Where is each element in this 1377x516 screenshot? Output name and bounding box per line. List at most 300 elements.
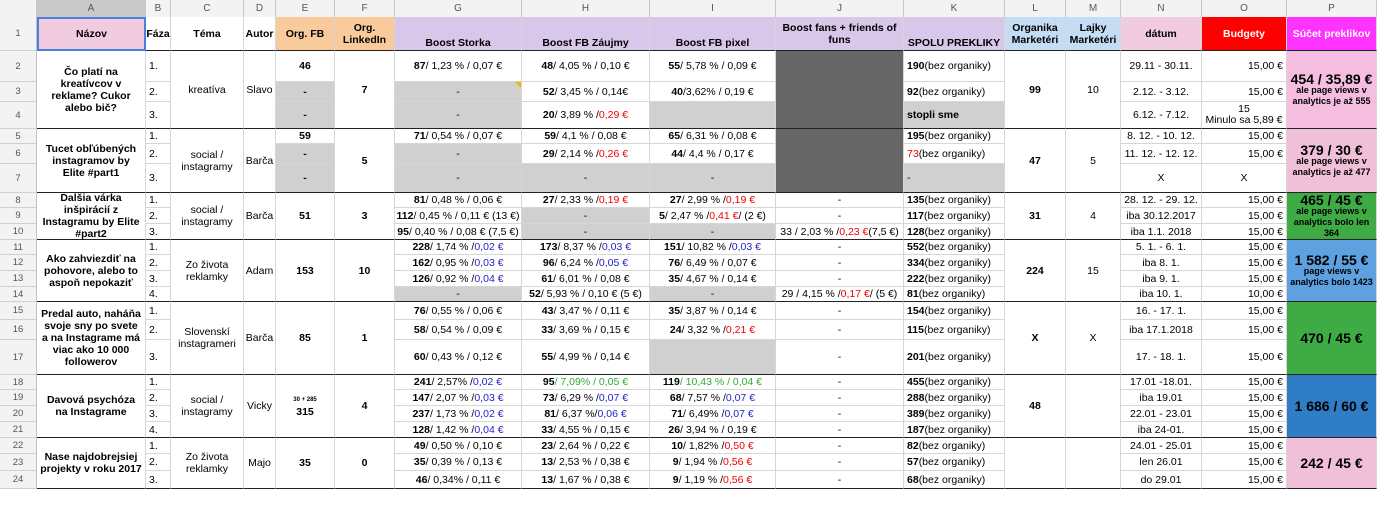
header-datum[interactable]: dátum <box>1121 17 1202 51</box>
group-4-org-fb[interactable] <box>276 240 335 302</box>
row-17-datum[interactable]: 17. - 18. 1. <box>1121 340 1202 375</box>
row-22-spolu[interactable] <box>904 438 1005 454</box>
group-1-lajky[interactable]: 10 <box>1066 51 1121 129</box>
row-24-boost-storka[interactable] <box>395 471 522 489</box>
row-8-datum[interactable]: 28. 12. - 29. 12. <box>1121 193 1202 208</box>
group-4-tema[interactable]: Zo života reklamky <box>171 240 244 302</box>
group-6-org-linkedin[interactable]: 4 <box>335 375 395 438</box>
group-4-autor[interactable]: Adam <box>244 240 276 302</box>
row-14-boost-pixel[interactable] <box>650 287 776 302</box>
row-11-spolu[interactable] <box>904 240 1005 255</box>
row-12-spolu[interactable] <box>904 255 1005 271</box>
row-header-23[interactable]: 23 <box>0 454 37 471</box>
row-3-boost-pixel[interactable] <box>650 82 776 102</box>
group-3-autor[interactable]: Barča <box>244 193 276 240</box>
row-3-budget[interactable]: 15,00 € <box>1202 82 1287 102</box>
group-3-lajky[interactable]: 4 <box>1066 193 1121 240</box>
row-15-budget[interactable]: 15,00 € <box>1202 302 1287 320</box>
row-14-boost-fans[interactable] <box>776 287 904 302</box>
group-7-lajky[interactable] <box>1066 438 1121 489</box>
row-3-datum[interactable]: 2.12. - 3.12. <box>1121 82 1202 102</box>
row-15-boost-pixel[interactable] <box>650 302 776 320</box>
column-header-O[interactable]: O <box>1202 0 1287 17</box>
row-13-boost-zaujmy[interactable] <box>522 271 650 287</box>
column-header-E[interactable]: E <box>276 0 335 17</box>
row-3-spolu[interactable] <box>904 82 1005 102</box>
row-12-boost-storka[interactable] <box>395 255 522 271</box>
row-20-datum[interactable]: 22.01 - 23.01 <box>1121 406 1202 422</box>
row-5-datum[interactable]: 8. 12. - 10. 12. <box>1121 129 1202 144</box>
group-2-title[interactable]: Tucet obľúbených instagramov by Elite #part1 <box>37 129 146 193</box>
row-10-boost-pixel[interactable] <box>650 224 776 240</box>
row-15-spolu[interactable] <box>904 302 1005 320</box>
header-sucet[interactable]: Súčet preklikov <box>1287 17 1377 51</box>
row-header-10[interactable]: 10 <box>0 224 37 240</box>
row-3-faza[interactable]: 2. <box>146 82 171 102</box>
row-header-18[interactable]: 18 <box>0 375 37 390</box>
row-24-faza[interactable]: 3. <box>146 471 171 489</box>
column-header-K[interactable]: K <box>904 0 1005 17</box>
row-19-datum[interactable]: iba 19.01 <box>1121 390 1202 406</box>
row-8-boost-zaujmy[interactable] <box>522 193 650 208</box>
group-3-organika[interactable]: 31 <box>1005 193 1066 240</box>
row-5-boost-pixel[interactable] <box>650 129 776 144</box>
row-24-datum[interactable]: do 29.01 <box>1121 471 1202 489</box>
group-4-lajky[interactable]: 15 <box>1066 240 1121 302</box>
row-9-boost-pixel[interactable] <box>650 208 776 224</box>
row-22-boost-fans[interactable]: - <box>776 438 904 454</box>
row-header-4[interactable]: 4 <box>0 102 37 129</box>
row-24-boost-fans[interactable]: - <box>776 471 904 489</box>
row-7-budget[interactable]: X <box>1202 164 1287 193</box>
row-14-boost-zaujmy[interactable] <box>522 287 650 302</box>
row-16-boost-storka[interactable] <box>395 320 522 340</box>
row-11-boost-zaujmy[interactable] <box>522 240 650 255</box>
row-23-boost-pixel[interactable] <box>650 454 776 471</box>
row-19-boost-storka[interactable] <box>395 390 522 406</box>
header-boost-fb-pixel[interactable]: Boost FB pixel <box>650 17 776 51</box>
header-boost-fb-zaujmy[interactable]: Boost FB Záujmy <box>522 17 650 51</box>
row-6-boost-zaujmy[interactable] <box>522 144 650 164</box>
row-21-budget[interactable]: 15,00 € <box>1202 422 1287 438</box>
row-20-boost-pixel[interactable] <box>650 406 776 422</box>
row-5-boost-storka[interactable] <box>395 129 522 144</box>
row-header-11[interactable]: 11 <box>0 240 37 255</box>
row-header-1[interactable]: 1 <box>0 17 37 51</box>
group-2-org-linkedin[interactable]: 5 <box>335 129 395 193</box>
column-header-L[interactable]: L <box>1005 0 1066 17</box>
row-20-faza[interactable]: 3. <box>146 406 171 422</box>
header-lajky[interactable]: Lajky Marketéri <box>1066 17 1121 51</box>
row-7-spolu[interactable] <box>904 164 1005 193</box>
row-18-boost-zaujmy[interactable] <box>522 375 650 390</box>
row-header-2[interactable]: 2 <box>0 51 37 82</box>
row-4-budget[interactable] <box>1202 102 1287 129</box>
header-budgety[interactable]: Budgety <box>1202 17 1287 51</box>
group-3-sucet[interactable] <box>1287 193 1377 240</box>
row-23-spolu[interactable] <box>904 454 1005 471</box>
row-23-boost-zaujmy[interactable] <box>522 454 650 471</box>
row-6-boost-pixel[interactable] <box>650 144 776 164</box>
row-10-boost-zaujmy[interactable] <box>522 224 650 240</box>
group-6-org-fb[interactable] <box>276 375 335 438</box>
row-20-spolu[interactable] <box>904 406 1005 422</box>
row-22-budget[interactable]: 15,00 € <box>1202 438 1287 454</box>
row-6-boost-storka[interactable] <box>395 144 522 164</box>
row-24-budget[interactable]: 15,00 € <box>1202 471 1287 489</box>
row-13-datum[interactable]: iba 9. 1. <box>1121 271 1202 287</box>
row-18-faza[interactable]: 1. <box>146 375 171 390</box>
group-6-autor[interactable]: Vicky <box>244 375 276 438</box>
group-1-sucet[interactable] <box>1287 51 1377 129</box>
row-6-datum[interactable]: 11. 12. - 12. 12. <box>1121 144 1202 164</box>
row-16-boost-pixel[interactable] <box>650 320 776 340</box>
row-24-boost-pixel[interactable] <box>650 471 776 489</box>
header-nazov[interactable]: Názov <box>37 17 146 51</box>
row-15-boost-storka[interactable] <box>395 302 522 320</box>
row-23-boost-fans[interactable]: - <box>776 454 904 471</box>
row-16-faza[interactable]: 2. <box>146 320 171 340</box>
row-9-budget[interactable]: 15,00 € <box>1202 208 1287 224</box>
row-13-boost-fans[interactable]: - <box>776 271 904 287</box>
row-4-spolu[interactable] <box>904 102 1005 129</box>
row-header-9[interactable]: 9 <box>0 208 37 224</box>
row-5-faza[interactable]: 1. <box>146 129 171 144</box>
group-1-organika[interactable]: 99 <box>1005 51 1066 129</box>
row-6-spolu[interactable] <box>904 144 1005 164</box>
row-9-faza[interactable]: 2. <box>146 208 171 224</box>
row-22-boost-storka[interactable] <box>395 438 522 454</box>
group-7-title[interactable]: Nase najdobrejsiej projekty v roku 2017 <box>37 438 146 489</box>
row-5-boost-zaujmy[interactable] <box>522 129 650 144</box>
column-header-C[interactable]: C <box>171 0 244 17</box>
group-3-org-fb[interactable] <box>276 193 335 240</box>
header-spolu-prekliky[interactable]: SPOLU PREKLIKY <box>904 17 1005 51</box>
row-14-boost-storka[interactable] <box>395 287 522 302</box>
row-header-13[interactable]: 13 <box>0 271 37 287</box>
group-6-title[interactable]: Davová psychóza na Instagrame <box>37 375 146 438</box>
row-header-6[interactable]: 6 <box>0 144 37 164</box>
row-21-spolu[interactable] <box>904 422 1005 438</box>
header-faza[interactable]: Fáza <box>146 17 171 51</box>
row-18-boost-fans[interactable]: - <box>776 375 904 390</box>
row-11-boost-pixel[interactable] <box>650 240 776 255</box>
row-4-boost-storka[interactable] <box>395 102 522 129</box>
row-19-boost-pixel[interactable] <box>650 390 776 406</box>
row-17-spolu[interactable] <box>904 340 1005 375</box>
row-16-datum[interactable]: iba 17.1.2018 <box>1121 320 1202 340</box>
select-all-corner[interactable] <box>0 0 37 17</box>
row-header-12[interactable]: 12 <box>0 255 37 271</box>
header-org-linkedin[interactable]: Org. LinkedIn <box>335 17 395 51</box>
row-23-datum[interactable]: len 26.01 <box>1121 454 1202 471</box>
row-9-boost-storka[interactable] <box>395 208 522 224</box>
row-10-spolu[interactable] <box>904 224 1005 240</box>
row-5-org-fb[interactable]: 59 <box>276 129 335 144</box>
group-5-title[interactable]: Predal auto, naháňa svoje sny po svete a na Instagrame má viac ako 10 000 followerov <box>37 302 146 375</box>
row-22-boost-zaujmy[interactable] <box>522 438 650 454</box>
row-9-boost-fans[interactable]: - <box>776 208 904 224</box>
row-14-budget[interactable]: 10,00 € <box>1202 287 1287 302</box>
group-5-org-fb[interactable] <box>276 302 335 375</box>
header-tema[interactable]: Téma <box>171 17 244 51</box>
row-19-spolu[interactable] <box>904 390 1005 406</box>
row-8-boost-fans[interactable]: - <box>776 193 904 208</box>
row-12-datum[interactable]: iba 8. 1. <box>1121 255 1202 271</box>
column-header-A[interactable]: A <box>37 0 146 17</box>
row-14-datum[interactable]: iba 10. 1. <box>1121 287 1202 302</box>
row-17-budget[interactable]: 15,00 € <box>1202 340 1287 375</box>
metric-clicks: 40 <box>671 85 684 98</box>
row-2-boost-zaujmy[interactable] <box>522 51 650 82</box>
row-6-budget[interactable]: 15,00 € <box>1202 144 1287 164</box>
row-header-20[interactable]: 20 <box>0 406 37 422</box>
group-7-organika[interactable] <box>1005 438 1066 489</box>
row-header-17[interactable]: 17 <box>0 340 37 375</box>
row-10-budget[interactable]: 15,00 € <box>1202 224 1287 240</box>
row-6-org-fb[interactable]: - <box>276 144 335 164</box>
row-15-datum[interactable]: 16. - 17. 1. <box>1121 302 1202 320</box>
group-5-sucet[interactable] <box>1287 302 1377 375</box>
row-21-boost-storka[interactable] <box>395 422 522 438</box>
row-24-boost-zaujmy[interactable] <box>522 471 650 489</box>
group-2-organika[interactable]: 47 <box>1005 129 1066 193</box>
group-4-org-linkedin[interactable]: 10 <box>335 240 395 302</box>
row-header-7[interactable]: 7 <box>0 164 37 193</box>
header-organika[interactable]: Organika Marketéri <box>1005 17 1066 51</box>
row-11-boost-storka[interactable] <box>395 240 522 255</box>
group-2-autor[interactable]: Barča <box>244 129 276 193</box>
row-20-boost-zaujmy[interactable] <box>522 406 650 422</box>
row-23-budget[interactable]: 15,00 € <box>1202 454 1287 471</box>
row-11-boost-fans[interactable]: - <box>776 240 904 255</box>
row-13-budget[interactable]: 15,00 € <box>1202 271 1287 287</box>
group-2-boost-fans[interactable] <box>776 129 904 193</box>
row-header-21[interactable]: 21 <box>0 422 37 438</box>
row-2-org-fb[interactable]: 46 <box>276 51 335 82</box>
row-17-boost-pixel[interactable] <box>650 340 776 375</box>
group-2-sucet[interactable] <box>1287 129 1377 193</box>
row-7-boost-storka[interactable] <box>395 164 522 193</box>
row-8-faza[interactable]: 1. <box>146 193 171 208</box>
row-2-faza[interactable]: 1. <box>146 51 171 82</box>
header-boost-storka[interactable]: Boost Storka <box>395 17 522 51</box>
row-21-datum[interactable]: iba 24-01. <box>1121 422 1202 438</box>
row-10-faza[interactable]: 3. <box>146 224 171 240</box>
row-19-boost-fans[interactable]: - <box>776 390 904 406</box>
row-7-faza[interactable]: 3. <box>146 164 171 193</box>
row-17-boost-zaujmy[interactable] <box>522 340 650 375</box>
group-7-tema[interactable]: Zo života reklamky <box>171 438 244 489</box>
row-header-24[interactable]: 24 <box>0 471 37 489</box>
group-5-organika[interactable]: X <box>1005 302 1066 375</box>
row-18-spolu[interactable] <box>904 375 1005 390</box>
row-2-boost-storka[interactable] <box>395 51 522 82</box>
column-header-J[interactable]: J <box>776 0 904 17</box>
row-20-boost-fans[interactable]: - <box>776 406 904 422</box>
row-9-spolu[interactable] <box>904 208 1005 224</box>
row-15-faza[interactable]: 1. <box>146 302 171 320</box>
row-2-datum[interactable]: 29.11 - 30.11. <box>1121 51 1202 82</box>
row-24-spolu[interactable] <box>904 471 1005 489</box>
group-5-tema[interactable]: Slovenskí instagrameri <box>171 302 244 375</box>
row-13-faza[interactable]: 3. <box>146 271 171 287</box>
group-2-tema[interactable]: social / instagramy <box>171 129 244 193</box>
row-14-spolu[interactable] <box>904 287 1005 302</box>
column-header-G[interactable]: G <box>395 0 522 17</box>
group-3-org-linkedin[interactable]: 3 <box>335 193 395 240</box>
row-18-budget[interactable]: 15,00 € <box>1202 375 1287 390</box>
row-header-22[interactable]: 22 <box>0 438 37 454</box>
row-4-boost-pixel[interactable] <box>650 102 776 129</box>
row-7-boost-pixel[interactable] <box>650 164 776 193</box>
group-7-org-fb[interactable] <box>276 438 335 489</box>
row-2-budget[interactable]: 15,00 € <box>1202 51 1287 82</box>
group-1-org-linkedin[interactable]: 7 <box>335 51 395 129</box>
group-6-organika[interactable]: 48 <box>1005 375 1066 438</box>
row-17-boost-fans[interactable]: - <box>776 340 904 375</box>
group-4-sucet[interactable] <box>1287 240 1377 302</box>
group-3-title[interactable]: Ďalšia várka inšpirácií z Instagramu by Elite #part2 <box>37 193 146 240</box>
row-21-boost-pixel[interactable] <box>650 422 776 438</box>
row-header-3[interactable]: 3 <box>0 82 37 102</box>
row-10-boost-storka[interactable] <box>395 224 522 240</box>
row-4-faza[interactable]: 3. <box>146 102 171 129</box>
group-1-boost-fans[interactable] <box>776 51 904 129</box>
column-header-I[interactable]: I <box>650 0 776 17</box>
group-7-org-linkedin[interactable]: 0 <box>335 438 395 489</box>
row-12-budget[interactable]: 15,00 € <box>1202 255 1287 271</box>
group-1-title[interactable]: Čo platí na kreatívcov v reklame? Cukor alebo bič? <box>37 51 146 129</box>
group-5-org-linkedin[interactable]: 1 <box>335 302 395 375</box>
row-header-16[interactable]: 16 <box>0 320 37 340</box>
row-22-boost-pixel[interactable] <box>650 438 776 454</box>
row-14-faza[interactable]: 4. <box>146 287 171 302</box>
row-8-boost-storka[interactable] <box>395 193 522 208</box>
row-16-boost-fans[interactable]: - <box>776 320 904 340</box>
row-20-boost-storka[interactable] <box>395 406 522 422</box>
column-header-M[interactable]: M <box>1066 0 1121 17</box>
row-16-boost-zaujmy[interactable] <box>522 320 650 340</box>
row-9-datum[interactable]: iba 30.12.2017 <box>1121 208 1202 224</box>
row-header-19[interactable]: 19 <box>0 390 37 406</box>
column-header-H[interactable]: H <box>522 0 650 17</box>
row-19-budget[interactable]: 15,00 € <box>1202 390 1287 406</box>
row-3-boost-zaujmy[interactable] <box>522 82 650 102</box>
row-6-faza[interactable]: 2. <box>146 144 171 164</box>
column-header-F[interactable]: F <box>335 0 395 17</box>
header-boost-fans[interactable]: Boost fans + friends of funs <box>776 17 904 51</box>
row-20-budget[interactable]: 15,00 € <box>1202 406 1287 422</box>
row-7-datum[interactable]: X <box>1121 164 1202 193</box>
group-4-organika[interactable]: 224 <box>1005 240 1066 302</box>
header-autor[interactable]: Autor <box>244 17 276 51</box>
group-6-sucet[interactable] <box>1287 375 1377 438</box>
row-21-boost-zaujmy[interactable] <box>522 422 650 438</box>
group-5-lajky[interactable]: X <box>1066 302 1121 375</box>
row-13-spolu[interactable] <box>904 271 1005 287</box>
row-19-faza[interactable]: 2. <box>146 390 171 406</box>
row-16-spolu[interactable] <box>904 320 1005 340</box>
group-2-lajky[interactable]: 5 <box>1066 129 1121 193</box>
row-10-boost-fans[interactable] <box>776 224 904 240</box>
row-7-boost-zaujmy[interactable] <box>522 164 650 193</box>
row-22-datum[interactable]: 24.01 - 25.01 <box>1121 438 1202 454</box>
row-4-boost-zaujmy[interactable] <box>522 102 650 129</box>
row-4-datum[interactable]: 6.12. - 7.12. <box>1121 102 1202 129</box>
group-3-tema[interactable]: social / instagramy <box>171 193 244 240</box>
row-11-faza[interactable]: 1. <box>146 240 171 255</box>
row-18-boost-pixel[interactable] <box>650 375 776 390</box>
row-5-budget[interactable]: 15,00 € <box>1202 129 1287 144</box>
row-13-boost-pixel[interactable] <box>650 271 776 287</box>
group-1-autor[interactable]: Slavo <box>244 51 276 129</box>
header-org-fb[interactable]: Org. FB <box>276 17 335 51</box>
row-15-boost-zaujmy[interactable] <box>522 302 650 320</box>
row-9-boost-zaujmy[interactable] <box>522 208 650 224</box>
row-10-datum[interactable]: iba 1.1. 2018 <box>1121 224 1202 240</box>
row-3-org-fb[interactable]: - <box>276 82 335 102</box>
column-header-B[interactable]: B <box>146 0 171 17</box>
group-6-tema[interactable]: social / instagramy <box>171 375 244 438</box>
row-21-faza[interactable]: 4. <box>146 422 171 438</box>
group-5-autor[interactable]: Barča <box>244 302 276 375</box>
row-23-boost-storka[interactable] <box>395 454 522 471</box>
row-19-boost-zaujmy[interactable] <box>522 390 650 406</box>
row-header-15[interactable]: 15 <box>0 302 37 320</box>
column-header-P[interactable]: P <box>1287 0 1377 17</box>
row-12-boost-fans[interactable]: - <box>776 255 904 271</box>
row-17-faza[interactable]: 3. <box>146 340 171 375</box>
row-8-boost-pixel[interactable] <box>650 193 776 208</box>
group-7-sucet[interactable] <box>1287 438 1377 489</box>
column-header-N[interactable]: N <box>1121 0 1202 17</box>
column-header-D[interactable]: D <box>244 0 276 17</box>
row-header-5[interactable]: 5 <box>0 129 37 144</box>
row-11-budget[interactable]: 15,00 € <box>1202 240 1287 255</box>
row-18-datum[interactable]: 17.01 -18.01. <box>1121 375 1202 390</box>
group-1-tema[interactable]: kreatíva <box>171 51 244 129</box>
row-13-boost-storka[interactable] <box>395 271 522 287</box>
row-23-faza[interactable]: 2. <box>146 454 171 471</box>
row-15-boost-fans[interactable]: - <box>776 302 904 320</box>
row-12-boost-pixel[interactable] <box>650 255 776 271</box>
row-7-org-fb[interactable]: - <box>276 164 335 193</box>
group-7-autor[interactable]: Majo <box>244 438 276 489</box>
row-8-budget[interactable]: 15,00 € <box>1202 193 1287 208</box>
metric-cpc: 0,56 € <box>723 473 753 486</box>
row-header-8[interactable]: 8 <box>0 193 37 208</box>
row-21-boost-fans[interactable]: - <box>776 422 904 438</box>
row-17-boost-storka[interactable] <box>395 340 522 375</box>
group-4-title[interactable]: Ako zahviezdiť na pohovore, alebo to aspoň nepokaziť <box>37 240 146 302</box>
row-22-faza[interactable]: 1. <box>146 438 171 454</box>
row-2-boost-pixel[interactable] <box>650 51 776 82</box>
row-header-14[interactable]: 14 <box>0 287 37 302</box>
group-6-lajky[interactable] <box>1066 375 1121 438</box>
row-12-boost-zaujmy[interactable] <box>522 255 650 271</box>
row-16-budget[interactable]: 15,00 € <box>1202 320 1287 340</box>
row-12-faza[interactable]: 2. <box>146 255 171 271</box>
row-18-boost-storka[interactable] <box>395 375 522 390</box>
row-8-spolu[interactable] <box>904 193 1005 208</box>
comment-marker-icon[interactable] <box>515 82 521 88</box>
row-11-datum[interactable]: 5. 1. - 6. 1. <box>1121 240 1202 255</box>
row-2-spolu[interactable] <box>904 51 1005 82</box>
row-4-org-fb[interactable]: - <box>276 102 335 129</box>
row-3-boost-storka[interactable] <box>395 82 522 102</box>
row-5-spolu[interactable] <box>904 129 1005 144</box>
